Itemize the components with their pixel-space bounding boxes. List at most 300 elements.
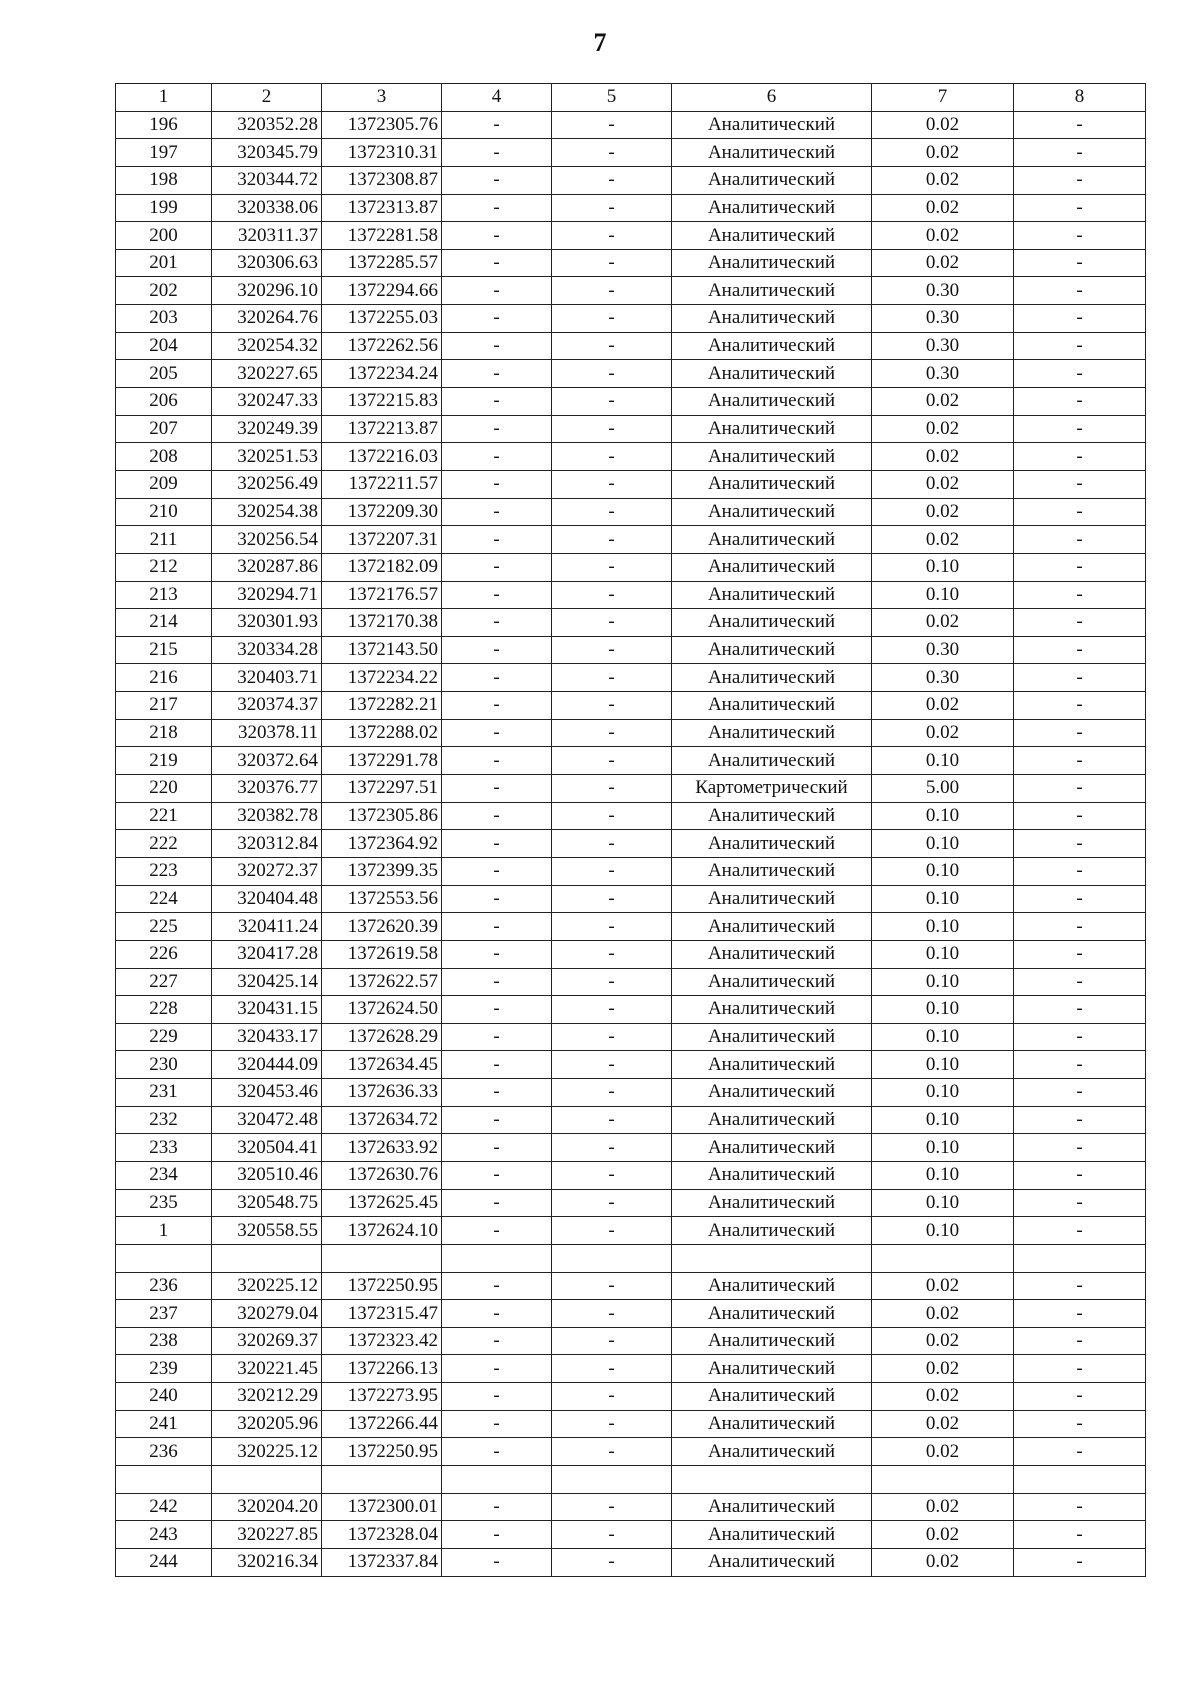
x-coordinate-cell: 320334.28 [212,636,322,664]
table-row [116,222,1146,250]
point-number-cell: 196 [116,111,212,139]
point-number-cell: 218 [116,719,212,747]
col-5-cell: - [552,139,672,167]
col-4-cell: - [442,277,552,305]
accuracy-cell: 0.02 [872,388,1014,416]
col-5-cell: - [552,968,672,996]
col-8-cell: - [1014,1438,1146,1466]
method-cell: Аналитический [672,388,872,416]
col-8-cell: - [1014,775,1146,803]
accuracy-cell: 0.10 [872,581,1014,609]
table-row [116,1134,1146,1162]
col-8-cell: - [1014,166,1146,194]
accuracy-cell: 0.02 [872,1355,1014,1383]
col-5-cell: - [552,1272,672,1300]
method-cell: Аналитический [672,1355,872,1383]
y-coordinate-cell: 1372628.29 [322,1023,442,1051]
y-coordinate-cell: 1372313.87 [322,194,442,222]
x-coordinate-cell: 320296.10 [212,277,322,305]
y-coordinate-cell: 1372297.51 [322,775,442,803]
col-5-cell: - [552,415,672,443]
table-row [116,332,1146,360]
method-cell: Аналитический [672,609,872,637]
col-4-cell: - [442,1106,552,1134]
method-cell: Аналитический [672,111,872,139]
accuracy-cell: 0.02 [872,1493,1014,1521]
accuracy-cell: 0.02 [872,1383,1014,1411]
method-cell: Аналитический [672,166,872,194]
method-cell: Аналитический [672,443,872,471]
point-number-cell: 204 [116,332,212,360]
x-coordinate-cell: 320227.65 [212,360,322,388]
table-row [116,1300,1146,1328]
y-coordinate-cell: 1372282.21 [322,692,442,720]
col-5-cell: - [552,1189,672,1217]
col-5-cell: - [552,1521,672,1549]
point-number-cell: 244 [116,1548,212,1576]
accuracy-cell: 0.10 [872,940,1014,968]
col-5-cell [552,1466,672,1494]
method-cell: Аналитический [672,553,872,581]
page-number: 7 [593,28,607,57]
y-coordinate-cell: 1372630.76 [322,1161,442,1189]
header-cell: 8 [1014,84,1146,112]
col-5-cell: - [552,581,672,609]
col-4-cell: - [442,581,552,609]
x-coordinate-cell: 320372.64 [212,747,322,775]
point-number-cell: 216 [116,664,212,692]
col-8-cell: - [1014,968,1146,996]
col-5-cell: - [552,664,672,692]
col-8-cell: - [1014,1079,1146,1107]
col-4-cell: - [442,553,552,581]
accuracy-cell: 0.10 [872,802,1014,830]
col-4-cell: - [442,857,552,885]
point-number-cell: 239 [116,1355,212,1383]
col-8-cell: - [1014,1355,1146,1383]
method-cell: Аналитический [672,1134,872,1162]
col-5-cell: - [552,443,672,471]
y-coordinate-cell: 1372619.58 [322,940,442,968]
col-4-cell: - [442,443,552,471]
y-coordinate-cell [322,1244,442,1272]
accuracy-cell: 0.10 [872,857,1014,885]
accuracy-cell: 0.02 [872,1548,1014,1576]
col-8-cell: - [1014,1383,1146,1411]
col-8-cell: - [1014,940,1146,968]
x-coordinate-cell: 320374.37 [212,692,322,720]
table-row [116,470,1146,498]
method-cell: Аналитический [672,1189,872,1217]
point-number-cell: 229 [116,1023,212,1051]
col-4-cell: - [442,139,552,167]
x-coordinate-cell: 320548.75 [212,1189,322,1217]
point-number-cell: 237 [116,1300,212,1328]
method-cell: Аналитический [672,194,872,222]
point-number-cell: 207 [116,415,212,443]
col-8-cell: - [1014,747,1146,775]
y-coordinate-cell: 1372215.83 [322,388,442,416]
y-coordinate-cell: 1372305.86 [322,802,442,830]
y-coordinate-cell: 1372207.31 [322,526,442,554]
col-4-cell: - [442,111,552,139]
point-number-cell: 220 [116,775,212,803]
accuracy-cell: 0.10 [872,1189,1014,1217]
accuracy-cell: 0.10 [872,996,1014,1024]
table-row [116,1217,1146,1245]
x-coordinate-cell: 320425.14 [212,968,322,996]
point-number-cell: 202 [116,277,212,305]
table-row [116,636,1146,664]
x-coordinate-cell: 320264.76 [212,305,322,333]
col-8-cell: - [1014,1493,1146,1521]
y-coordinate-cell: 1372234.22 [322,664,442,692]
col-8-cell: - [1014,1189,1146,1217]
col-5-cell: - [552,1134,672,1162]
col-4-cell: - [442,1327,552,1355]
col-8-cell: - [1014,1272,1146,1300]
method-cell: Аналитический [672,1548,872,1576]
point-number-cell: 224 [116,885,212,913]
col-5-cell: - [552,1106,672,1134]
accuracy-cell: 0.02 [872,415,1014,443]
col-8-cell: - [1014,1051,1146,1079]
x-coordinate-cell: 320378.11 [212,719,322,747]
col-4-cell: - [442,332,552,360]
accuracy-cell: 0.10 [872,1134,1014,1162]
col-8-cell: - [1014,636,1146,664]
table-row [116,443,1146,471]
col-8-cell: - [1014,913,1146,941]
method-cell: Аналитический [672,415,872,443]
x-coordinate-cell: 320204.20 [212,1493,322,1521]
col-8-cell: - [1014,1521,1146,1549]
x-coordinate-cell: 320312.84 [212,830,322,858]
col-8-cell: - [1014,1548,1146,1576]
table-row [116,609,1146,637]
col-8-cell: - [1014,553,1146,581]
point-number-cell: 228 [116,996,212,1024]
y-coordinate-cell: 1372633.92 [322,1134,442,1162]
point-number-cell: 226 [116,940,212,968]
col-5-cell: - [552,526,672,554]
point-number-cell: 209 [116,470,212,498]
method-cell: Аналитический [672,1051,872,1079]
col-5-cell: - [552,747,672,775]
col-8-cell [1014,1466,1146,1494]
y-coordinate-cell: 1372315.47 [322,1300,442,1328]
point-number-cell: 212 [116,553,212,581]
y-coordinate-cell: 1372328.04 [322,1521,442,1549]
point-number-cell: 197 [116,139,212,167]
col-5-cell: - [552,857,672,885]
coordinates-table [115,83,1146,1577]
point-number-cell: 230 [116,1051,212,1079]
col-4-cell: - [442,747,552,775]
col-8-cell: - [1014,305,1146,333]
point-number-cell: 198 [116,166,212,194]
table-row [116,940,1146,968]
col-8-cell: - [1014,857,1146,885]
table-row [116,360,1146,388]
col-4-cell: - [442,913,552,941]
point-number-cell: 213 [116,581,212,609]
y-coordinate-cell: 1372266.13 [322,1355,442,1383]
method-cell: Аналитический [672,940,872,968]
y-coordinate-cell: 1372170.38 [322,609,442,637]
y-coordinate-cell: 1372364.92 [322,830,442,858]
method-cell: Картометрический [672,775,872,803]
table-row [116,388,1146,416]
table-row [116,166,1146,194]
x-coordinate-cell: 320417.28 [212,940,322,968]
accuracy-cell: 0.10 [872,830,1014,858]
accuracy-cell: 5.00 [872,775,1014,803]
col-8-cell: - [1014,332,1146,360]
point-number-cell: 238 [116,1327,212,1355]
table-row [116,277,1146,305]
col-4-cell: - [442,1300,552,1328]
point-number-cell: 223 [116,857,212,885]
col-4-cell: - [442,1217,552,1245]
accuracy-cell: 0.10 [872,1106,1014,1134]
point-number-cell: 221 [116,802,212,830]
point-number-cell: 222 [116,830,212,858]
accuracy-cell: 0.02 [872,443,1014,471]
point-number-cell: 242 [116,1493,212,1521]
y-coordinate-cell: 1372209.30 [322,498,442,526]
col-8-cell: - [1014,194,1146,222]
col-5-cell: - [552,775,672,803]
method-cell: Аналитический [672,470,872,498]
accuracy-cell: 0.30 [872,360,1014,388]
point-number-cell [116,1244,212,1272]
y-coordinate-cell: 1372337.84 [322,1548,442,1576]
x-coordinate-cell: 320294.71 [212,581,322,609]
col-5-cell: - [552,913,672,941]
x-coordinate-cell: 320227.85 [212,1521,322,1549]
x-coordinate-cell: 320225.12 [212,1272,322,1300]
col-4-cell: - [442,1355,552,1383]
table-row [116,139,1146,167]
col-4-cell: - [442,194,552,222]
table-row [116,775,1146,803]
col-4-cell: - [442,1521,552,1549]
y-coordinate-cell: 1372266.44 [322,1410,442,1438]
y-coordinate-cell: 1372262.56 [322,332,442,360]
accuracy-cell [872,1466,1014,1494]
x-coordinate-cell: 320345.79 [212,139,322,167]
x-coordinate-cell: 320221.45 [212,1355,322,1383]
table-row [116,194,1146,222]
x-coordinate-cell: 320249.39 [212,415,322,443]
x-coordinate-cell: 320256.54 [212,526,322,554]
method-cell: Аналитический [672,968,872,996]
y-coordinate-cell: 1372300.01 [322,1493,442,1521]
y-coordinate-cell: 1372255.03 [322,305,442,333]
method-cell: Аналитический [672,692,872,720]
x-coordinate-cell: 320251.53 [212,443,322,471]
method-cell: Аналитический [672,1327,872,1355]
accuracy-cell: 0.02 [872,166,1014,194]
method-cell: Аналитический [672,1493,872,1521]
col-8-cell: - [1014,1410,1146,1438]
method-cell [672,1244,872,1272]
table-header-row [116,84,1146,112]
accuracy-cell: 0.30 [872,277,1014,305]
col-8-cell: - [1014,581,1146,609]
col-5-cell: - [552,830,672,858]
col-4-cell: - [442,498,552,526]
col-8-cell: - [1014,664,1146,692]
method-cell: Аналитический [672,830,872,858]
accuracy-cell: 0.10 [872,968,1014,996]
x-coordinate-cell: 320287.86 [212,553,322,581]
table-row [116,1272,1146,1300]
x-coordinate-cell: 320254.32 [212,332,322,360]
y-coordinate-cell: 1372634.72 [322,1106,442,1134]
col-4-cell: - [442,222,552,250]
method-cell: Аналитический [672,1383,872,1411]
x-coordinate-cell: 320431.15 [212,996,322,1024]
col-5-cell: - [552,1327,672,1355]
method-cell: Аналитический [672,1023,872,1051]
method-cell: Аналитический [672,802,872,830]
accuracy-cell: 0.30 [872,664,1014,692]
col-4-cell: - [442,249,552,277]
col-5-cell: - [552,1051,672,1079]
accuracy-cell: 0.02 [872,139,1014,167]
col-5-cell: - [552,996,672,1024]
table-row [116,1355,1146,1383]
table-row [116,1466,1146,1494]
method-cell: Аналитический [672,498,872,526]
point-number-cell: 225 [116,913,212,941]
y-coordinate-cell: 1372288.02 [322,719,442,747]
accuracy-cell: 0.02 [872,1438,1014,1466]
point-number-cell: 231 [116,1079,212,1107]
x-coordinate-cell: 320444.09 [212,1051,322,1079]
y-coordinate-cell: 1372285.57 [322,249,442,277]
col-8-cell: - [1014,470,1146,498]
col-5-cell: - [552,332,672,360]
point-number-cell: 243 [116,1521,212,1549]
x-coordinate-cell: 320225.12 [212,1438,322,1466]
table-row [116,1493,1146,1521]
y-coordinate-cell: 1372305.76 [322,111,442,139]
col-5-cell: - [552,1383,672,1411]
table-row [116,1438,1146,1466]
col-4-cell: - [442,1438,552,1466]
point-number-cell: 201 [116,249,212,277]
point-number-cell: 208 [116,443,212,471]
table-row [116,1327,1146,1355]
x-coordinate-cell: 320433.17 [212,1023,322,1051]
y-coordinate-cell: 1372216.03 [322,443,442,471]
col-5-cell: - [552,1548,672,1576]
method-cell: Аналитический [672,139,872,167]
col-4-cell: - [442,1548,552,1576]
point-number-cell: 235 [116,1189,212,1217]
x-coordinate-cell: 320510.46 [212,1161,322,1189]
col-8-cell: - [1014,111,1146,139]
method-cell: Аналитический [672,526,872,554]
col-8-cell: - [1014,1023,1146,1051]
x-coordinate-cell: 320311.37 [212,222,322,250]
col-8-cell: - [1014,1327,1146,1355]
point-number-cell: 205 [116,360,212,388]
table-row [116,885,1146,913]
y-coordinate-cell: 1372553.56 [322,885,442,913]
method-cell: Аналитический [672,1410,872,1438]
col-4-cell: - [442,1051,552,1079]
col-4-cell: - [442,166,552,194]
accuracy-cell: 0.30 [872,332,1014,360]
col-4-cell [442,1244,552,1272]
accuracy-cell: 0.10 [872,885,1014,913]
col-5-cell: - [552,277,672,305]
accuracy-cell [872,1244,1014,1272]
accuracy-cell: 0.02 [872,1327,1014,1355]
method-cell: Аналитический [672,360,872,388]
table-body [116,111,1146,1576]
method-cell: Аналитический [672,996,872,1024]
accuracy-cell: 0.10 [872,747,1014,775]
col-4-cell: - [442,1134,552,1162]
col-5-cell: - [552,553,672,581]
col-8-cell: - [1014,692,1146,720]
col-5-cell: - [552,1300,672,1328]
point-number-cell: 211 [116,526,212,554]
x-coordinate-cell: 320558.55 [212,1217,322,1245]
col-5-cell: - [552,388,672,416]
x-coordinate-cell: 320272.37 [212,857,322,885]
col-4-cell: - [442,1079,552,1107]
y-coordinate-cell: 1372176.57 [322,581,442,609]
accuracy-cell: 0.10 [872,1161,1014,1189]
method-cell: Аналитический [672,1217,872,1245]
point-number-cell: 219 [116,747,212,775]
col-8-cell: - [1014,388,1146,416]
col-4-cell: - [442,885,552,913]
point-number-cell: 210 [116,498,212,526]
x-coordinate-cell: 320411.24 [212,913,322,941]
col-5-cell: - [552,636,672,664]
point-number-cell: 227 [116,968,212,996]
method-cell: Аналитический [672,1521,872,1549]
table-row [116,1023,1146,1051]
col-4-cell: - [442,1023,552,1051]
col-5-cell: - [552,1079,672,1107]
table-row [116,1383,1146,1411]
accuracy-cell: 0.02 [872,1300,1014,1328]
col-4-cell: - [442,719,552,747]
method-cell: Аналитический [672,747,872,775]
table-row [116,968,1146,996]
col-4-cell: - [442,388,552,416]
x-coordinate-cell: 320382.78 [212,802,322,830]
col-8-cell: - [1014,885,1146,913]
method-cell: Аналитический [672,222,872,250]
col-4-cell: - [442,830,552,858]
col-5-cell: - [552,360,672,388]
col-8-cell: - [1014,526,1146,554]
col-5-cell: - [552,885,672,913]
table-row [116,415,1146,443]
col-8-cell: - [1014,443,1146,471]
col-4-cell: - [442,775,552,803]
x-coordinate-cell: 320376.77 [212,775,322,803]
